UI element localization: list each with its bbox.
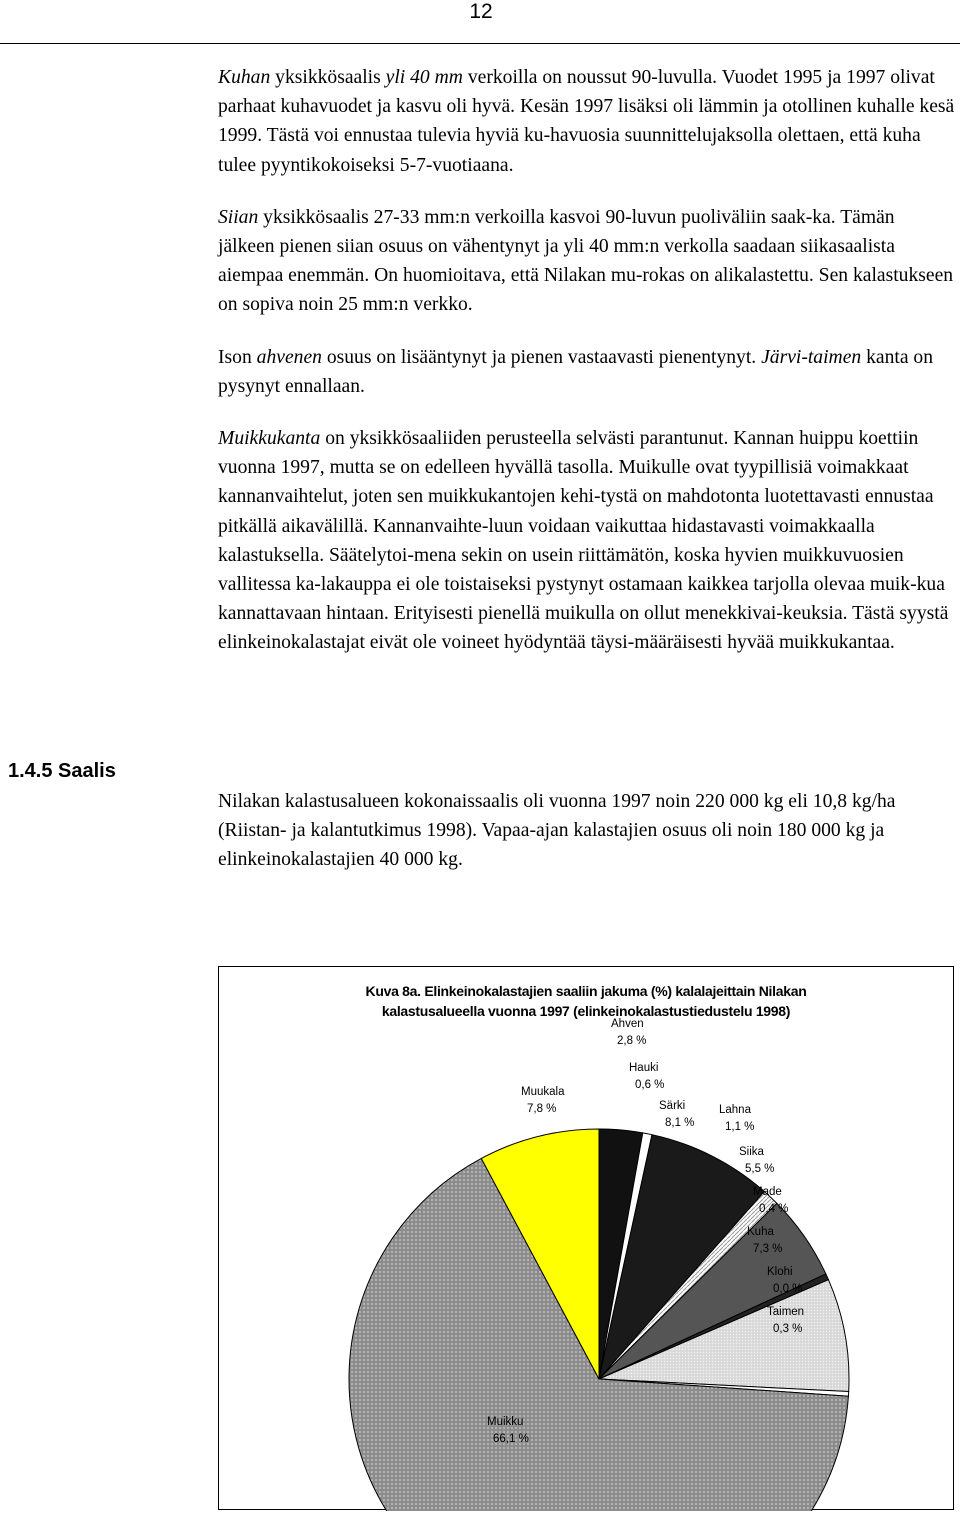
header-rule <box>0 43 960 44</box>
italic-term: Muikkukanta <box>218 428 321 450</box>
body-text <box>218 63 956 681</box>
slice-name-kuha: Kuha <box>747 1226 774 1238</box>
slice-name-muukala: Muukala <box>521 1086 565 1098</box>
slice-value-sarki: 8,1 % <box>665 1117 695 1129</box>
slice-name-lahna: Lahna <box>719 1104 751 1116</box>
slice-name-made: Made <box>753 1186 782 1198</box>
slice-name-hauki: Hauki <box>629 1062 659 1074</box>
slice-value-kuha: 7,3 % <box>753 1243 783 1255</box>
figure-box <box>218 966 954 1510</box>
slice-name-sarki: Särki <box>659 1100 686 1112</box>
italic-term: Siian <box>218 206 259 228</box>
slice-value-muukala: 7,8 % <box>527 1103 557 1115</box>
figure-title: Kuva 8a. Elinkeinokalastajien saaliin jakuma (%) kalalajeittain Nilakan kalastusalueella vuonna 1997 (elinkeinokalastustiedustelu 1998) <box>365 983 807 1019</box>
slice-value-made: 0,4 % <box>759 1203 789 1215</box>
page-number: 12 <box>469 0 493 23</box>
slice-value-siika: 5,5 % <box>745 1163 775 1175</box>
slice-name-muikku: Muikku <box>487 1416 524 1428</box>
slice-value-muikku: 66,1 % <box>493 1433 529 1445</box>
slice-value-lahna: 1,1 % <box>725 1121 755 1133</box>
slice-value-klohi: 0,0 % <box>773 1283 803 1295</box>
slice-name-klohi: Klohi <box>767 1266 793 1278</box>
text-run: Ison <box>218 346 257 368</box>
pie-chart <box>219 967 955 1511</box>
slice-value-hauki: 0,6 % <box>635 1079 665 1091</box>
paragraph-kuha <box>218 63 956 180</box>
text-run: yksikkösaalis 27-33 mm:n verkoilla kasvoi 90-luvun puoliväliin saak-ka. Tämän jälkeen pienen siian osuus on vähentynyt ja yli 40 mm:n verkolla saadaan siikasaalista aiempaa enemmän. On huomioitava, että Nilakan mu-rokas on alikalastettu. Sen kalastukseen on sopiva noin 25 mm:n verkko. <box>218 206 954 316</box>
italic-term: yli 40 mm <box>385 67 463 88</box>
paragraph-ahven <box>218 343 956 401</box>
paragraph-siika <box>218 203 956 320</box>
slice-name-taimen: Taimen <box>767 1306 805 1318</box>
text-run: kanta on pysynyt ennallaan. <box>218 346 934 397</box>
text-run: on yksikkösaaliiden perusteella selvästi parantunut. Kannan huippu koettiin vuonna 1997, mutta se on edelleen hyvällä tasolla. Muikulle ovat tyypillisiä voimakkaat kannanvaihtelut, joten sen muikkukantojen kehi-tystä on mahdotonta luotettavasti ennustaa pitkällä aikavälillä. Kannanvaihte-luun voidaan vaikuttaa hidastavasti voimakkaalla kalastuksella. Säätelytoi-mena sekin on usein riittämätön, koska hyvien muikkuvuosien vallitessa ka-lakauppa ei ole toistaiseksi pystynyt ostamaan kaikkea tarjolla olevaa muik-kua kannattavaan hintaan. Erityisesti pienellä muikulla on ollut menekkivai-keuksia. Tästä syystä elinkeinokalastajat eivät ole voineet hyödyntää täysi-määräisesti hyvää muikkukantaa. <box>218 428 949 654</box>
paragraph-muikku <box>218 424 956 658</box>
slice-value-taimen: 0,3 % <box>773 1323 803 1335</box>
italic-term: ahvenen <box>256 346 322 368</box>
text-run: yksikkösaalis <box>270 67 386 88</box>
slice-name-siika: Siika <box>739 1146 764 1158</box>
text-run: verkoilla on noussut 90-luvulla. Vuodet 1995 ja 1997 olivat parhaat kuhavuodet ja kasvu oli hyvä. Kesän 1997 lisäksi oli lämmin ja otollinen kuhalle kesä 1999. Tästä voi ennustaa tulevia hyviä ku-havuosia suunnittelujaksolla olettaen, että kuha tulee pyyntikokoiseksi 5-7-vuotiaana. <box>218 67 955 176</box>
italic-term: Järvi-taimen <box>761 346 862 368</box>
slice-value-ahven: 2,8 % <box>617 1035 647 1047</box>
italic-term: Kuhan <box>218 67 271 88</box>
text-run: osuus on lisääntynyt ja pienen vastaavasti pienentynyt. <box>321 346 762 368</box>
section-heading: 1.4.5 Saalis <box>8 760 116 782</box>
paragraph-saalis: Nilakan kalastusalueen kokonaissaalis oli vuonna 1997 noin 220 000 kg eli 10,8 kg/ha (Riistan- ja kalantutkimus 1998). Vapaa-ajan kalastajien osuus oli noin 180 000 kg ja elinkeinokalastajien 40 000 kg. <box>218 791 896 871</box>
slice-name-ahven: Ahven <box>611 1018 644 1030</box>
